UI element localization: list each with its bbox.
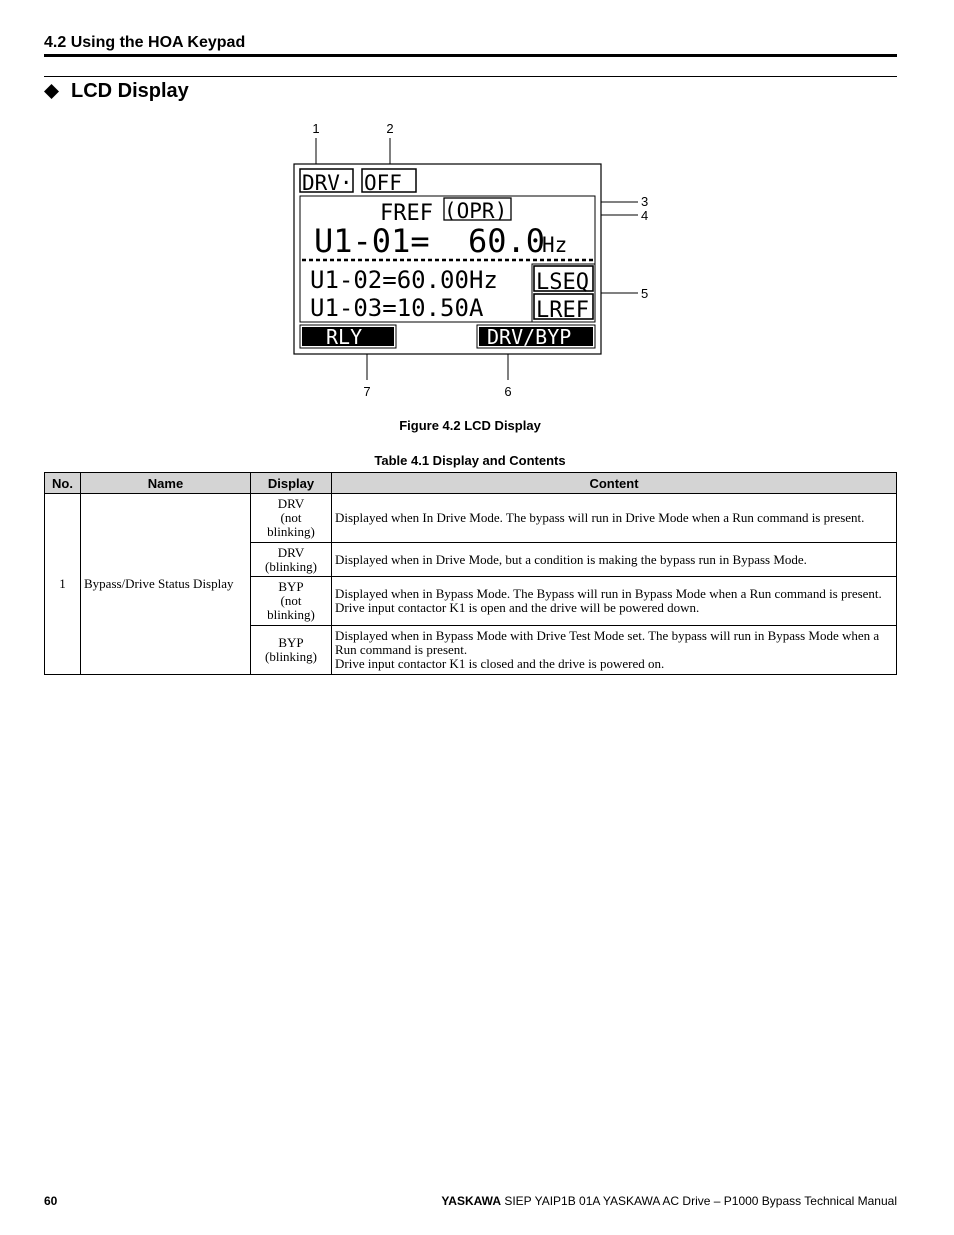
lcd-figure xyxy=(280,118,660,408)
header-name: Name xyxy=(81,473,251,494)
fref-label: FREF xyxy=(380,201,433,226)
cell-display: BYP (not blinking) xyxy=(251,577,332,626)
off-status: OFF xyxy=(364,171,402,195)
figure-caption: Figure 4.2 LCD Display xyxy=(399,418,541,433)
callout-6: 6 xyxy=(504,384,512,399)
drv-status: DRV· xyxy=(302,171,353,195)
monitor-line-3: U1-03=10.50A xyxy=(310,294,484,322)
lseq-label: LSEQ xyxy=(536,270,589,295)
cell-content: Displayed when in Drive Mode, but a condition is making the bypass run in Bypass Mode. xyxy=(332,543,897,577)
cell-content: Displayed when in Bypass Mode. The Bypass will run in Bypass Mode when a Run command is present. Drive input contactor K1 is open and the drive will be powered down. xyxy=(332,577,897,626)
display-contents-table xyxy=(44,472,897,675)
header-no: No. xyxy=(45,473,81,494)
header-display: Display xyxy=(251,473,332,494)
callout-3: 3 xyxy=(641,194,649,209)
header-rule xyxy=(44,54,897,57)
header-content: Content xyxy=(332,473,897,494)
cell-name: Bypass/Drive Status Display xyxy=(81,494,251,675)
table-caption: Table 4.1 Display and Contents xyxy=(374,453,566,468)
cell-display: DRV (blinking) xyxy=(251,543,332,577)
main-monitor-value: 60.0 xyxy=(468,222,546,260)
rly-label: RLY xyxy=(326,325,363,349)
footer-doc xyxy=(441,1194,897,1208)
opr-label: (OPR) xyxy=(444,199,508,223)
callout-7: 7 xyxy=(363,384,371,399)
callout-2: 2 xyxy=(386,121,394,136)
cell-no: 1 xyxy=(45,494,81,675)
table-row xyxy=(45,494,897,543)
lref-label: LREF xyxy=(536,298,589,323)
table-header-row xyxy=(45,473,897,494)
callout-5: 5 xyxy=(641,286,649,301)
footer-doc-title: SIEP YAIP1B 01A YASKAWA AC Drive – P1000 Bypass Technical Manual xyxy=(504,1194,897,1208)
page-heading xyxy=(44,80,189,103)
cell-content: Displayed when In Drive Mode. The bypass will run in Drive Mode when a Run command is present. xyxy=(332,494,897,543)
main-monitor-unit: Hz xyxy=(542,233,568,257)
monitor-line-2: U1-02=60.00Hz xyxy=(310,266,498,294)
cell-display: DRV (not blinking) xyxy=(251,494,332,543)
heading-rule xyxy=(44,76,897,77)
page-number: 60 xyxy=(44,1194,58,1208)
section-header: 4.2 Using the HOA Keypad xyxy=(44,34,246,51)
diamond-bullet-icon xyxy=(44,84,59,99)
callout-4: 4 xyxy=(641,208,649,223)
drv-byp-label: DRV/BYP xyxy=(487,325,572,349)
cell-display: BYP (blinking) xyxy=(251,626,332,675)
cell-content: Displayed when in Bypass Mode with Drive Test Mode set. The bypass will run in Bypass Mode when a Run command is present. Drive input contactor K1 is closed and the drive is powered on. xyxy=(332,626,897,675)
footer-brand: YASKAWA xyxy=(441,1194,501,1208)
heading-title: LCD Display xyxy=(71,80,189,102)
callout-1: 1 xyxy=(312,121,320,136)
main-monitor-label: U1-01= xyxy=(314,222,430,260)
